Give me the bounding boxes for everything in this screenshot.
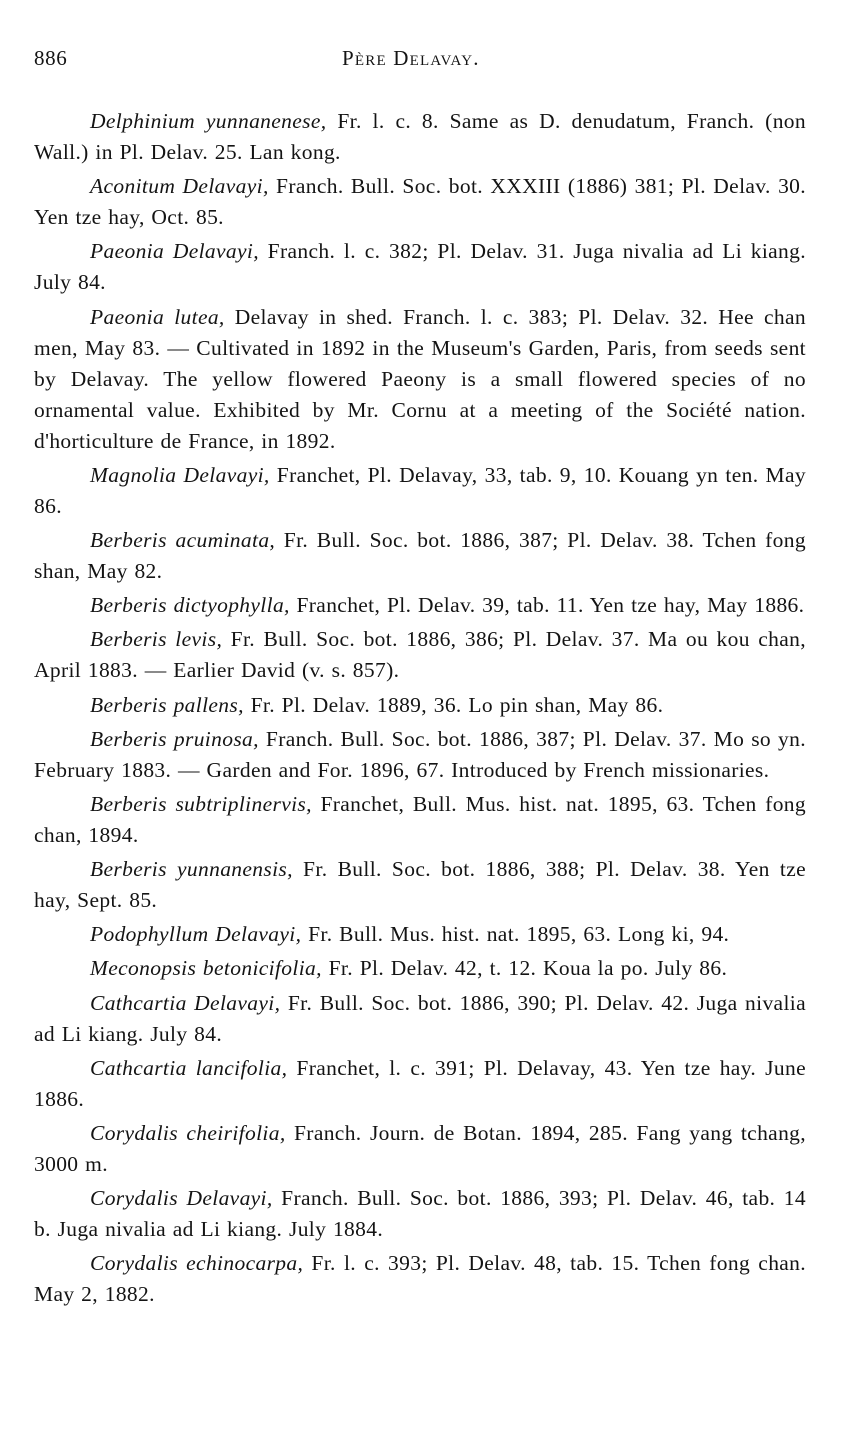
taxon-name: Berberis levis, [90, 627, 223, 652]
taxon-name: Paeonia Delavayi, [90, 239, 259, 264]
taxon-name: Magnolia Delavayi, [90, 462, 270, 487]
taxon-name: Corydalis Delavayi, [90, 1186, 273, 1211]
species-entry [34, 1248, 806, 1310]
species-entry [34, 988, 806, 1050]
document-page [34, 44, 806, 1314]
entry-text: Fr. Bull. Soc. bot. 1886, 387; Pl. Delav. 38. Tchen fong shan, May 82. [34, 527, 806, 583]
entry-text: Fr. Pl. Delav. 42, t. 12. Koua la po. July 86. [321, 956, 728, 981]
species-entry [34, 171, 806, 233]
taxon-name: Corydalis cheirifolia, [90, 1121, 286, 1145]
page-number: 886 [34, 46, 68, 70]
taxon-name: Meconopsis betonicifolia, [90, 956, 322, 981]
species-entry [34, 690, 806, 721]
species-entry [34, 590, 806, 621]
species-entry [34, 854, 806, 916]
taxon-name: Corydalis echinocarpa, [90, 1251, 304, 1276]
entry-text: Fr. Bull. Soc. bot. 1886, 388; Pl. Delav. 38. Yen tze hay, Sept. 85. [34, 857, 806, 913]
species-entry [34, 953, 806, 984]
taxon-name: Berberis subtriplinervis, [90, 791, 312, 816]
species-entry [34, 919, 806, 950]
entry-text: Franch. Bull. Soc. bot. 1886, 387; Pl. Delav. 37. Mo so yn. February 1883. — Garden and For. 1896, 67. Introduced by French missionaries. [34, 726, 806, 782]
entry-text: Franchet, Pl. Delavay, 33, tab. 9, 10. Kouang yn ten. May 86. [34, 462, 806, 518]
taxon-name: Berberis yunnanensis, [90, 857, 293, 882]
entry-text: Delavay in shed. Franch. l. c. 383; Pl. Delav. 32. Hee chan men, May 83. — Cultivated in 1892 in the Museum's Garden, Paris, from seeds sent by Delavay. The yellow flowered Paeony is a small flowered species of no ornamental value. Exhibited by Mr. Cornu at a meeting of the Société nation. d'horticulture de France, in 1892. [34, 304, 806, 453]
running-head [34, 44, 806, 80]
entry-text: Fr. l. c. 8. Same as D. denudatum, Franch. (non Wall.) in Pl. Delav. 25. Lan kong. [34, 109, 806, 164]
taxon-name: Cathcartia lancifolia, [90, 1055, 288, 1080]
species-entry [34, 724, 806, 786]
species-entry [34, 1118, 806, 1180]
running-title: Père Delavay. [342, 46, 480, 70]
taxon-name: Berberis pallens, [90, 692, 244, 717]
taxon-name: Cathcartia Delavayi, [90, 990, 281, 1015]
entry-text: Franch. l. c. 382; Pl. Delav. 31. Juga nivalia ad Li kiang. July 84. [34, 239, 806, 295]
entry-text: Franchet, Pl. Delav. 39, tab. 11. Yen tze hay, May 1886. [289, 593, 805, 618]
entry-text: Fr. l. c. 393; Pl. Delav. 48, tab. 15. Tchen fong chan. May 2, 1882. [34, 1251, 807, 1307]
species-entry [34, 525, 806, 587]
entry-text: Fr. Bull. Mus. hist. nat. 1895, 63. Long ki, 94. [301, 922, 730, 947]
taxon-name: Berberis dictyophylla, [90, 593, 290, 618]
entry-text: Franchet, l. c. 391; Pl. Delavay, 43. Yen tze hay. June 1886. [34, 1055, 806, 1111]
taxon-name: Aconitum Delavayi, [90, 174, 269, 199]
taxon-name: Berberis pruinosa, [90, 726, 259, 751]
species-entries [34, 106, 806, 1310]
species-entry [34, 106, 806, 168]
entry-text: Franch. Bull. Soc. bot. 1886, 393; Pl. Delav. 46, tab. 14 b. Juga nivalia ad Li kiang. July 1884. [34, 1186, 806, 1242]
entry-text: Franch. Bull. Soc. bot. XXXIII (1886) 381; Pl. Delav. 30. Yen tze hay, Oct. 85. [34, 174, 806, 230]
species-entry [34, 789, 806, 851]
species-entry [34, 236, 806, 298]
taxon-name: Podophyllum Delavayi, [90, 922, 302, 947]
species-entry [34, 460, 806, 522]
taxon-name: Delphinium yunnanenese, [90, 109, 327, 133]
species-entry [34, 1183, 806, 1245]
entry-text: Fr. Bull. Soc. bot. 1886, 390; Pl. Delav. 42. Juga nivalia ad Li kiang. July 84. [34, 990, 806, 1046]
species-entry [34, 1053, 806, 1115]
species-entry [34, 624, 806, 686]
species-entry [34, 302, 806, 457]
entry-text: Fr. Pl. Delav. 1889, 36. Lo pin shan, May 86. [243, 692, 664, 717]
taxon-name: Berberis acuminata, [90, 527, 276, 552]
entry-text: Fr. Bull. Soc. bot. 1886, 386; Pl. Delav. 37. Ma ou kou chan, April 1883. — Earlier David (v. s. 857). [34, 627, 806, 683]
taxon-name: Paeonia lutea, [90, 304, 225, 329]
entry-text: Franch. Journ. de Botan. 1894, 285. Fang yang tchang, 3000 m. [34, 1121, 806, 1176]
entry-text: Franchet, Bull. Mus. hist. nat. 1895, 63. Tchen fong chan, 1894. [34, 791, 806, 847]
